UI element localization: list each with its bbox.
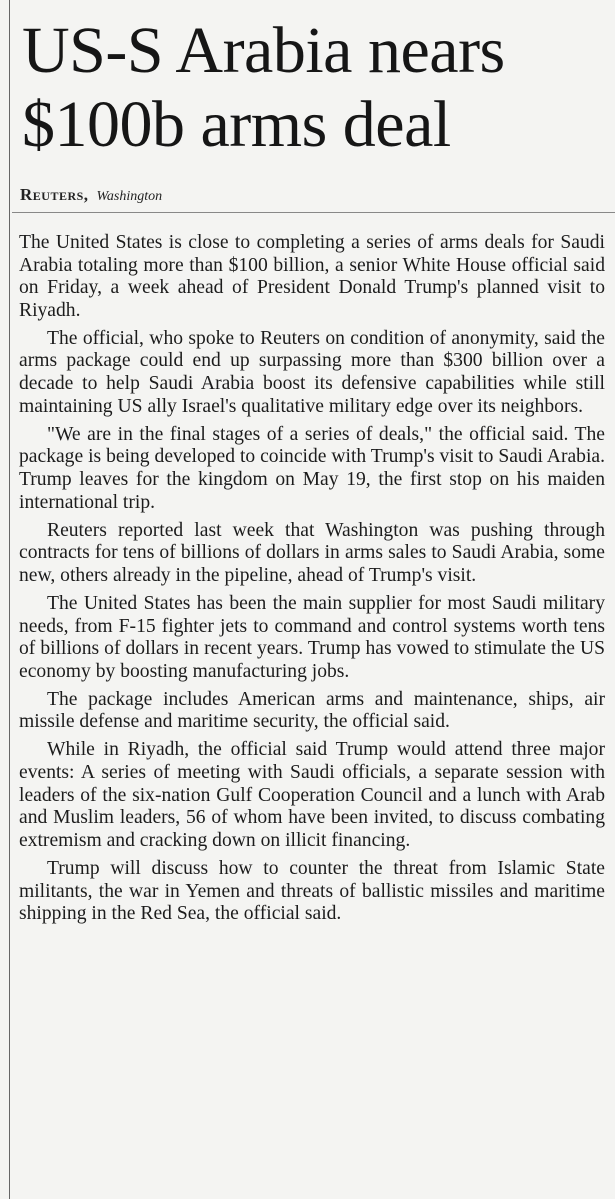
byline [20, 185, 610, 207]
headline-line-1: US-S Arabia nears [22, 14, 505, 87]
column-rule [9, 0, 10, 1199]
divider-rule [12, 212, 615, 213]
article-paragraph: The official, who spoke to Reuters on condition of anonymity, said the arms package could end up surpassing more than $300 billion over a decade to help Saudi Arabia boost its defensive capabilities while still maintaining US ally Israel's qualitative military edge over its neighbors. [19, 327, 605, 417]
article-paragraph: "We are in the final stages of a series of deals," the official said. The package is being developed to coincide with Trump's visit to Saudi Arabia. Trump leaves for the kingdom on May 19, the first stop on his maiden international trip. [19, 423, 605, 513]
article-paragraph: Reuters reported last week that Washington was pushing through contracts for tens of billions of dollars in arms sales to Saudi Arabia, some new, others already in the pipeline, ahead of Trump's visit. [19, 519, 605, 586]
headline [22, 14, 612, 162]
article-paragraph: The United States is close to completing a series of arms deals for Saudi Arabia totaling more than $100 billion, a senior White House official said on Friday, a week ahead of President Donald Trump's planned visit to Riyadh. [19, 232, 605, 321]
article-paragraph: The United States has been the main supplier for most Saudi military needs, from F-15 fighter jets to command and control systems worth tens of billions of dollars in recent years. Trump has vowed to stimulate the US economy by boosting manufacturing jobs. [19, 592, 605, 682]
byline-agency: Reuters, [20, 185, 89, 204]
article-paragraph: The package includes American arms and maintenance, ships, air missile defense and maritime security, the official said. [19, 688, 605, 733]
article-paragraph: Trump will discuss how to counter the threat from Islamic State militants, the war in Yemen and threats of ballistic missiles and maritime shipping in the Red Sea, the official said. [19, 857, 605, 925]
headline-line-2: $100b arms deal [22, 88, 451, 161]
article-paragraph: While in Riyadh, the official said Trump would attend three major events: A series of meeting with Saudi officials, a separate session with leaders of the six-nation Gulf Cooperation Council and a lunch with Arab and Muslim leaders, 56 of whom have been invited, to discuss combating extremism and cracking down on illicit financing. [19, 739, 605, 851]
byline-location: Washington [96, 189, 163, 204]
article-body [19, 232, 605, 931]
